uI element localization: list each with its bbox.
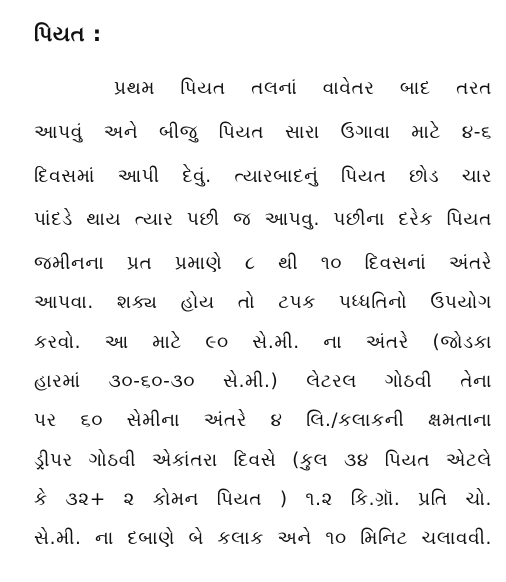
paragraph-line-10: ડ્રીપર ગોઠવી એકાંતરા દિવસે (કુલ ૩૪ પિયત એટલે [34, 450, 492, 471]
paragraph-line-6: આપવા. શક્ય હોય તો ટપક પધ્ધતિનો ઉપયોગ [34, 292, 492, 313]
section-heading: પિયત : [34, 22, 102, 46]
paragraph-line-1: પ્રથમ પિયત તલનાં વાવેતર બાદ તરત [114, 78, 492, 99]
paragraph-line-9: પર ૬૦ સેમીના અંતરે ૪ લિ./કલાકની ક્ષમતાના [34, 410, 492, 431]
paragraph-line-11: કે ૩૨+ ૨ કોમન પિયત ) ૧.૨ કિ.ગ્રૉ. પ્રતિ ચો. [34, 489, 492, 510]
paragraph-line-7: કરવો. આ માટે ૯૦ સે.મી. ના અંતરે (જોડકા [34, 332, 492, 353]
paragraph-line-5: જમીનના પ્રત પ્રમાણે ૮ થી ૧૦ દિવસનાં અંતરે [34, 253, 492, 274]
paragraph-line-8: હારમાં ૩૦-૬૦-૩૦ સે.મી.) લેટરલ ગોઠવી તેના [34, 371, 492, 392]
paragraph-line-2: આપવું અને બીજુ પિયત સારા ઉગાવા માટે ૪-૬ [34, 122, 492, 143]
paragraph-line-4: પાંદડે થાય ત્યાર પછી જ આપવુ. પછીના દરેક પિયત [34, 209, 492, 230]
paragraph-line-3: દિવસમાં આપી દેવું. ત્યારબાદનું પિયત છોડ ચાર [34, 166, 492, 187]
paragraph-line-12: સે.મી. ના દબાણે બે કલાક અને ૧૦ મિનિટ ચલાવવી. [34, 528, 492, 549]
